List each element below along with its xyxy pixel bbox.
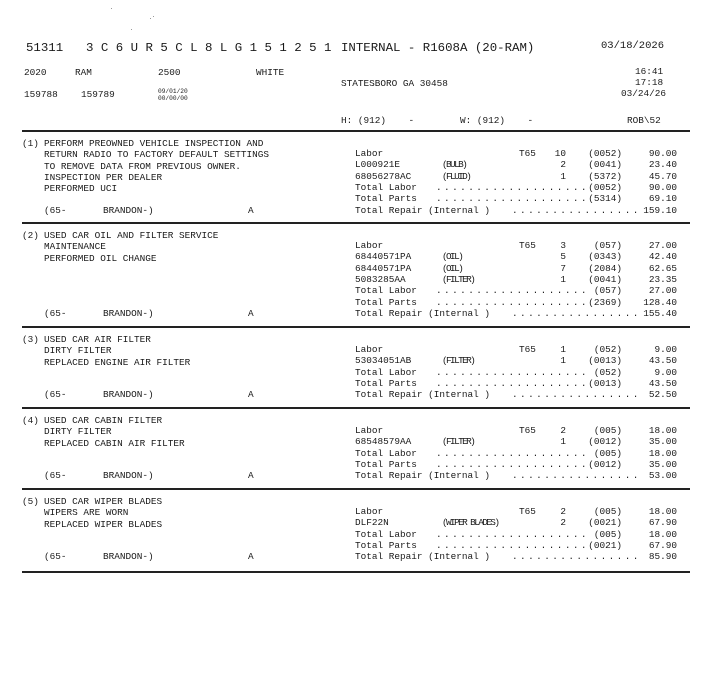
leader-dots: . . . . . . . . . . . . . . . . . . .: [436, 193, 585, 205]
line-amount: 18.00: [648, 528, 677, 540]
work-description-line: USED CAR CABIN FILTER: [44, 415, 163, 426]
line-quantity: 2: [560, 159, 566, 171]
line-label: DLF22N: [355, 517, 389, 529]
section-number: (4): [22, 415, 39, 426]
line-amount: 128.40: [643, 296, 677, 308]
divider: [22, 130, 690, 132]
section-divider: [22, 326, 690, 328]
line-ref: (0021): [588, 517, 622, 529]
work-description-line: REPLACED ENGINE AIR FILTER: [44, 356, 191, 368]
line-amount: 85.90: [648, 551, 677, 563]
time-out: 17:18: [635, 77, 664, 88]
line-part-type: (OIL): [442, 251, 463, 263]
line-label: 53034051AB: [355, 355, 412, 367]
line-amount: 18.00: [648, 447, 677, 459]
line-amount: 23.35: [648, 273, 677, 285]
line-amount: 67.90: [648, 539, 677, 551]
stock-number-1: 159788: [24, 89, 58, 100]
line-amount: 18.00: [648, 506, 677, 517]
line-part-type: (BULB): [442, 159, 467, 171]
time-in: 16:41: [635, 66, 664, 77]
line-quantity: 1: [560, 344, 566, 355]
line-label: Labor: [355, 506, 384, 517]
line-label: 68548579AA: [355, 436, 412, 448]
advisor-code: ROB\52: [627, 115, 661, 126]
section-number: (2): [22, 230, 39, 241]
line-part-type: (FILTER): [442, 273, 475, 285]
line-amount: 42.40: [648, 251, 677, 263]
line-label: Total Repair (Internal ): [355, 389, 491, 401]
tech-code: T65: [519, 425, 536, 436]
line-quantity: 3: [560, 240, 566, 251]
leader-dots: . . . . . . . . . . . . . . . . . . .: [436, 377, 585, 389]
leader-dots: . . . . . . . . . . . . . . . .: [512, 389, 637, 401]
tech-id: (65-: [44, 204, 67, 216]
work-description-line: DIRTY FILTER: [44, 345, 112, 357]
line-ref: (0343): [588, 251, 622, 263]
line-label: Labor: [355, 425, 384, 436]
line-amount: 9.00: [654, 366, 677, 378]
line-part-type: (OIL): [442, 262, 463, 274]
line-ref: (052): [593, 344, 622, 355]
scan-speck: [153, 16, 154, 17]
line-ref: (0052): [588, 148, 622, 159]
leader-dots: . . . . . . . . . . . . . . . . . . .: [436, 458, 585, 470]
work-description-line: USED CAR OIL AND FILTER SERVICE: [44, 230, 219, 241]
leader-dots: . . . . . . . . . . . . . . . .: [512, 551, 637, 563]
line-label: Labor: [355, 148, 384, 159]
scan-speck: [150, 18, 151, 19]
line-label: L000921E: [355, 159, 401, 171]
line-amount: 27.00: [648, 240, 677, 251]
vehicle-color: WHITE: [256, 67, 285, 78]
line-amount: 69.10: [648, 193, 677, 205]
vin: 3 C 6 U R 5 C L 8 L G 1 5 1 2 5 1: [86, 41, 332, 55]
open-date: 03/18/2026: [601, 40, 665, 52]
line-amount: 155.40: [643, 307, 677, 319]
section-number: (3): [22, 334, 39, 345]
line-amount: 27.00: [648, 285, 677, 297]
line-amount: 45.70: [648, 170, 677, 182]
line-ref: (057): [593, 285, 622, 297]
line-quantity: 1: [560, 355, 566, 367]
tech-id: (65-: [44, 470, 67, 482]
line-amount: 90.00: [648, 181, 677, 193]
line-amount: 159.10: [643, 204, 677, 216]
tech-name: BRANDON-): [103, 204, 154, 216]
line-label: Total Labor: [355, 447, 417, 459]
line-label: Total Repair (Internal ): [355, 470, 491, 482]
line-ref: (005): [593, 506, 622, 517]
line-amount: 43.50: [648, 355, 677, 367]
line-label: Total Labor: [355, 285, 417, 297]
dealer-code: 51311: [26, 41, 64, 55]
work-description-line: INSPECTION PER DEALER: [44, 171, 163, 183]
tech-code: T65: [519, 506, 536, 517]
tech-id: (65-: [44, 389, 67, 401]
tech-id: (65-: [44, 551, 67, 563]
line-label: Total Parts: [355, 458, 417, 470]
leader-dots: . . . . . . . . . . . . . . . . . . .: [436, 181, 585, 193]
work-description-line: USED CAR AIR FILTER: [44, 334, 151, 345]
line-quantity: 5: [560, 251, 566, 263]
line-quantity: 1: [560, 170, 566, 182]
line-ref: (0052): [588, 181, 622, 193]
scan-speck: [131, 29, 132, 30]
line-label: Total Parts: [355, 296, 417, 308]
line-ref: (005): [593, 528, 622, 540]
leader-dots: . . . . . . . . . . . . . . . . . . .: [436, 528, 585, 540]
line-part-type: (FLUID): [442, 170, 471, 182]
line-ref: (052): [593, 366, 622, 378]
line-quantity: 1: [560, 436, 566, 448]
tech-name: BRANDON-): [103, 470, 154, 482]
line-quantity: 10: [554, 148, 566, 159]
line-part-type: (FILTER): [442, 355, 475, 367]
line-amount: 35.00: [648, 436, 677, 448]
line-amount: 43.50: [648, 377, 677, 389]
work-description-line: REPLACED CABIN AIR FILTER: [44, 437, 185, 449]
tech-name: BRANDON-): [103, 551, 154, 563]
section-divider: [22, 407, 690, 409]
line-amount: 53.00: [648, 470, 677, 482]
work-description-line: PERFORMED UCI: [44, 183, 118, 195]
tech-id: (65-: [44, 307, 67, 319]
tech-code: T65: [519, 240, 536, 251]
scan-speck: [111, 8, 112, 9]
line-label: Total Parts: [355, 539, 417, 551]
line-quantity: 2: [560, 517, 566, 529]
line-amount: 18.00: [648, 425, 677, 436]
section-number: (1): [22, 138, 39, 149]
work-description-line: WIPERS ARE WORN: [44, 507, 129, 519]
work-description-line: TO REMOVE DATA FROM PREVIOUS OWNER.: [44, 160, 241, 172]
line-label: Total Repair (Internal ): [355, 551, 491, 563]
line-label: Total Repair (Internal ): [355, 204, 491, 216]
line-ref: (0012): [588, 458, 622, 470]
small-date-2: 00/00/00: [158, 95, 188, 102]
line-ref: (057): [593, 240, 622, 251]
line-amount: 35.00: [648, 458, 677, 470]
line-label: Total Parts: [355, 377, 417, 389]
leader-dots: . . . . . . . . . . . . . . . .: [512, 470, 637, 482]
leader-dots: . . . . . . . . . . . . . . . . . . .: [436, 296, 585, 308]
section-number: (5): [22, 496, 39, 507]
line-label: Labor: [355, 344, 384, 355]
line-label: Total Labor: [355, 528, 417, 540]
leader-dots: . . . . . . . . . . . . . . . .: [512, 204, 637, 216]
tech-code: T65: [519, 148, 536, 159]
line-label: 68440571PA: [355, 251, 412, 263]
tech-name: BRANDON-): [103, 307, 154, 319]
leader-dots: . . . . . . . . . . . . . . . . . . .: [436, 539, 585, 551]
leader-dots: . . . . . . . . . . . . . . . . . . .: [436, 285, 585, 297]
vehicle-model: 2500: [158, 67, 181, 78]
line-label: 5083285AA: [355, 273, 406, 285]
line-amount: 67.90: [648, 517, 677, 529]
section-divider: [22, 571, 690, 573]
line-amount: 90.00: [648, 148, 677, 159]
line-ref: (0041): [588, 273, 622, 285]
vehicle-year: 2020: [24, 67, 47, 78]
line-ref: (5314): [588, 193, 622, 205]
work-description-line: MAINTENANCE: [44, 241, 106, 253]
pay-code: A: [248, 389, 254, 401]
work-description-line: PERFORMED OIL CHANGE: [44, 252, 157, 264]
ro-type: INTERNAL - R1608A (20-RAM): [341, 41, 535, 55]
leader-dots: . . . . . . . . . . . . . . . .: [512, 307, 637, 319]
line-ref: (5372): [588, 170, 622, 182]
line-ref: (0021): [588, 539, 622, 551]
line-quantity: 7: [560, 262, 566, 274]
line-label: 68056278AC: [355, 170, 412, 182]
work-description-line: USED CAR WIPER BLADES: [44, 496, 163, 507]
close-date: 03/24/26: [621, 88, 667, 99]
line-amount: 52.50: [648, 389, 677, 401]
line-ref: (0013): [588, 377, 622, 389]
line-quantity: 2: [560, 425, 566, 436]
work-description-line: REPLACED WIPER BLADES: [44, 518, 163, 530]
line-amount: 9.00: [654, 344, 677, 355]
line-label: Labor: [355, 240, 384, 251]
city-state-zip: STATESBORO GA 30458: [341, 78, 448, 89]
line-ref: (0013): [588, 355, 622, 367]
leader-dots: . . . . . . . . . . . . . . . . . . .: [436, 447, 585, 459]
tech-name: BRANDON-): [103, 389, 154, 401]
pay-code: A: [248, 307, 254, 319]
pay-code: A: [248, 551, 254, 563]
line-label: Total Repair (Internal ): [355, 307, 491, 319]
line-ref: (0041): [588, 159, 622, 171]
work-phone: W: (912) -: [460, 115, 534, 126]
section-divider: [22, 222, 690, 224]
pay-code: A: [248, 204, 254, 216]
line-part-type: (WIPER BLADES): [442, 517, 499, 529]
line-quantity: 1: [560, 273, 566, 285]
work-description-line: DIRTY FILTER: [44, 426, 112, 438]
line-ref: (005): [593, 425, 622, 436]
vehicle-make: RAM: [75, 67, 92, 78]
small-date-1: 09/01/20: [158, 88, 188, 95]
work-description-line: PERFORM PREOWNED VEHICLE INSPECTION AND: [44, 138, 264, 149]
line-part-type: (FILTER): [442, 436, 475, 448]
line-ref: (2369): [588, 296, 622, 308]
line-label: Total Labor: [355, 366, 417, 378]
line-label: Total Labor: [355, 181, 417, 193]
line-label: 68440571PA: [355, 262, 412, 274]
line-quantity: 2: [560, 506, 566, 517]
line-ref: (005): [593, 447, 622, 459]
line-ref: (0012): [588, 436, 622, 448]
line-label: Total Parts: [355, 193, 417, 205]
leader-dots: . . . . . . . . . . . . . . . . . . .: [436, 366, 585, 378]
pay-code: A: [248, 470, 254, 482]
tech-code: T65: [519, 344, 536, 355]
stock-number-2: 159789: [81, 89, 115, 100]
line-amount: 62.65: [648, 262, 677, 274]
section-divider: [22, 488, 690, 490]
line-ref: (2084): [588, 262, 622, 274]
work-description-line: RETURN RADIO TO FACTORY DEFAULT SETTINGS: [44, 149, 270, 161]
line-amount: 23.40: [648, 159, 677, 171]
home-phone: H: (912) -: [341, 115, 415, 126]
